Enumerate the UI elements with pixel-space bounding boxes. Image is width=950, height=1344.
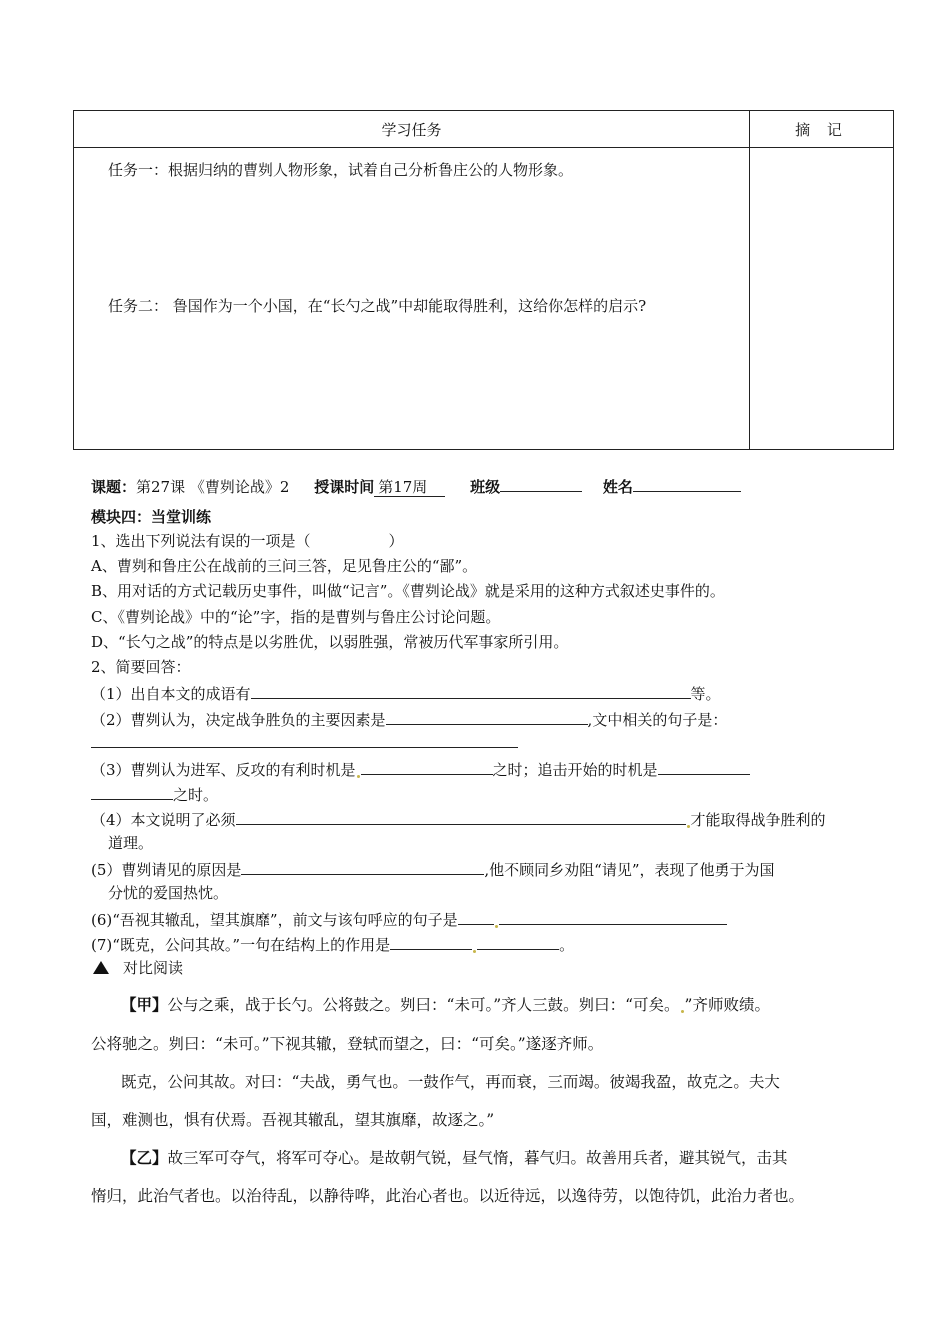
q2-s7-blank-a[interactable] <box>390 933 472 950</box>
mark-dot <box>687 825 690 828</box>
q2-sub-2 <box>91 708 727 730</box>
q2-s6-blank-b[interactable] <box>499 908 727 925</box>
q2-s3-blank-3[interactable] <box>91 783 173 800</box>
q2-s2-blank[interactable] <box>386 708 588 725</box>
reading-title: 对比阅读 <box>123 959 184 977</box>
class-label: 班级 <box>470 478 501 496</box>
triangle-bullet-icon <box>93 961 109 974</box>
name-label: 姓名 <box>602 478 633 496</box>
q2-s5-mid: ,他不顾同乡劝阻“请见”，表现了他勇于为国 <box>484 861 775 879</box>
time-value: 第17周 <box>374 478 445 497</box>
table-header-divider <box>74 147 893 148</box>
header-learning-task: 学习任务 <box>381 121 442 139</box>
q1-stem-close: ） <box>388 532 404 550</box>
q2-s4-mid: 才能取得战争胜利的 <box>690 811 826 829</box>
mark-dot <box>473 950 476 953</box>
q2-s7-end: 。 <box>559 936 575 954</box>
passage-jia-line-4: 国，难测也，惧有伏焉。吾视其辙乱，望其旗靡，故逐之。” <box>91 1111 495 1129</box>
q2-s2-text: （2）曹刿认为，决定战争胜负的主要因素是 <box>91 711 386 729</box>
jia-text-1-end: ”齐师败绩。 <box>684 996 770 1014</box>
passage-jia-line-1 <box>121 995 770 1015</box>
q2-s1-end: 等。 <box>690 685 721 703</box>
q2-sub-5 <box>91 858 775 880</box>
mark-dot <box>681 1010 684 1013</box>
q2-s7-text: (7)“既克，公问其故。”一句在结构上的作用是 <box>91 936 391 954</box>
q2-sub-7 <box>91 933 574 955</box>
q2-s3-blank-2[interactable] <box>658 758 750 775</box>
q2-s3-text: （3）曹刿认为进军、反攻的有利时机是 <box>91 761 356 779</box>
lesson-info <box>91 475 741 497</box>
header-notes: 摘 记 <box>795 121 848 139</box>
topic-value: 第27课 《曹刿论战》2 <box>136 478 290 496</box>
q1-option-b: B、用对话的方式记载历史事件，叫做“记言”。《曹刿论战》就是采用的这种方式叙述史事件的。 <box>91 582 725 600</box>
class-blank[interactable] <box>500 475 582 492</box>
yi-text-1: 故三军可夺气，将军可夺心。是故朝气锐，昼气惰，暮气归。故善用兵者，避其锐气，击其 <box>167 1149 788 1167</box>
comparative-reading-heading <box>93 958 183 978</box>
q2-s3-end: 之时。 <box>173 786 219 804</box>
passage-jia-line-3: 既克，公问其故。对曰：“夫战，勇气也。一鼓作气，再而衰，三而竭。彼竭我盈，故克之。夫大 <box>121 1073 780 1091</box>
q2-s1-blank[interactable] <box>251 682 691 699</box>
topic-label: 课题： <box>91 478 137 496</box>
q2-s3-mid: 之时；追击开始的时机是 <box>492 761 658 779</box>
question-1-stem <box>91 531 404 551</box>
q2-s5-blank[interactable] <box>241 858 484 875</box>
q2-s6-text: (6)“吾视其辙乱，望其旗靡”，前文与该句呼应的句子是 <box>91 911 458 929</box>
q2-s5-text: (5）曹刿请见的原因是 <box>91 861 242 879</box>
q1-option-c: C、《曹刿论战》中的“论”字，指的是曹刿与鲁庄公讨论问题。 <box>91 608 501 626</box>
yi-label: 【乙】 <box>121 1148 168 1167</box>
q2-s2-answer-line[interactable] <box>91 747 518 748</box>
table-column-divider <box>749 111 750 449</box>
q2-sub-3-cont <box>91 783 218 805</box>
task-two: 任务二： 鲁国作为一个小国，在“长勺之战”中却能取得胜利，这给你怎样的启示? <box>108 297 647 315</box>
q2-s1-text: （1）出自本文的成语有 <box>91 685 251 703</box>
q2-sub-4-cont: 道理。 <box>108 834 154 852</box>
module-title: 模块四：当堂训练 <box>91 508 212 526</box>
q2-sub-5-cont: 分忧的爱国热忱。 <box>108 884 229 902</box>
learning-task-table <box>73 110 894 450</box>
task-one: 任务一：根据归纳的曹刿人物形象，试着自己分析鲁庄公的人物形象。 <box>108 161 574 179</box>
q2-s4-blank[interactable] <box>236 808 686 825</box>
passage-yi-line-2: 惰归，此治气者也。以治待乱，以静待哗，此治心者也。以近待远，以逸待劳，以饱待饥，此治力者也。 <box>91 1187 805 1205</box>
passage-jia-line-2: 公将驰之。刿曰：“未可。”下视其辙，登轼而望之，曰：“可矣。”遂逐齐师。 <box>91 1035 604 1053</box>
q2-s7-blank-b[interactable] <box>477 933 559 950</box>
question-2-stem: 2、简要回答： <box>91 658 191 676</box>
q2-sub-3 <box>91 758 750 780</box>
mark-dot <box>357 775 360 778</box>
q2-s6-blank-a[interactable] <box>458 908 494 925</box>
q2-sub-1 <box>91 682 721 704</box>
q2-sub-6 <box>91 908 727 930</box>
q1-stem-text: 1、选出下列说法有误的一项是（ <box>91 532 311 550</box>
q2-sub-4 <box>91 808 826 830</box>
passage-yi-line-1 <box>121 1148 788 1168</box>
time-label: 授课时间 <box>314 478 375 496</box>
q2-s3-blank-1[interactable] <box>361 758 493 775</box>
name-blank[interactable] <box>633 475 741 492</box>
jia-text-1: 公与之乘，战于长勺。公将鼓之。刿曰：“未可。”齐人三鼓。刿曰：“可矣。 <box>167 996 680 1014</box>
q1-option-d: D、“长勺之战”的特点是以劣胜优，以弱胜强，常被历代军事家所引用。 <box>91 633 569 651</box>
q1-option-a: A、曹刿和鲁庄公在战前的三问三答，足见鲁庄公的“鄙”。 <box>91 557 478 575</box>
q2-s4-text: （4）本文说明了必须 <box>91 811 236 829</box>
mark-dot <box>495 925 498 928</box>
jia-label: 【甲】 <box>121 995 168 1014</box>
q2-s2-end: ,文中相关的句子是： <box>587 711 728 729</box>
